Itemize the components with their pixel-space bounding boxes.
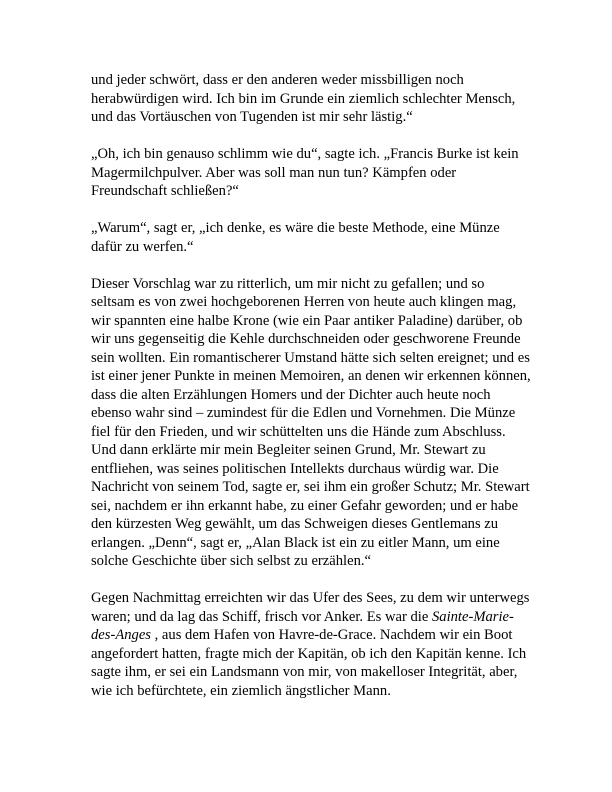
paragraph-3: „Warum“, sagt er, „ich denke, es wäre die beste Methode, eine Münze dafür zu werfen.“ (91, 220, 500, 255)
paragraph-5 (91, 589, 531, 700)
paragraph-5-text-after: , aus dem Hafen von Havre-de-Grace. Nachdem wir ein Boot angefordert hatten, fragte mich der Kapitän, ob ich den Kapitän kenne. Ich sagte ihm, er sei ein Landsmann von mir, von makelloser Integrität, aber, wie ich befürchtete, ein ziemlich ängstlicher Mann. (91, 627, 527, 699)
paragraph-5-text-before: Gegen Nachmittag erreichten wir das Ufer des Sees, zu dem wir unterwegs waren; und da lag das Schiff, frisch vor Anker. Es war die (91, 590, 530, 625)
paragraph-1: und jeder schwört, dass er den anderen weder missbilligen noch herabwürdigen wird. Ich bin im Grunde ein ziemlich schlechter Mensch, und das Vortäuschen von Tugenden ist mir sehr lästig.“ (91, 72, 516, 125)
paragraph-4: Dieser Vorschlag war zu ritterlich, um mir nicht zu gefallen; und so seltsam es von zwei hochgeborenen Herren von heute auch klingen mag, wir spannten eine halbe Krone (wie ein Paar antiker Paladine) darüber, ob wir uns gegenseitig die Kehle durchschneiden oder geschworene Freunde sein wollten. Ein romantischerer Umstand hätte sich selten ereignet; und es ist einer jener Punkte in meinen Memoiren, an denen wir erkennen können, dass die alten Erzählungen Homers und der Dichter auch heute noch ebenso wahr sind – zumindest für die Edlen und Vornehmen. Die Münze fiel für den Frieden, und wir schüttelten uns die Hände zum Abschluss. Und dann erklärte mir mein Begleiter seinen Grund, Mr. Stewart zu entfliehen, was seines politischen Intellekts durchaus würdig war. Die Nachricht von seinem Tod, sagte er, sei ihm ein großer Schutz; Mr. Stewart sei, nachdem er ihn erkannt habe, zu einer Gefahr geworden; und er habe den kürzesten Weg gewählt, um das Schweigen dieses Gentlemans zu erlangen. „Denn“, sagt er, „Alan Black ist ein zu eitler Mann, um eine solche Geschichte über sich selbst zu erzählen.“ (91, 275, 531, 569)
document-page (91, 71, 531, 700)
paragraph-2: „Oh, ich bin genauso schlimm wie du“, sagte ich. „Francis Burke ist kein Magermilchpulver. Aber was soll man nun tun? Kämpfen oder Freundschaft schließen?“ (91, 146, 519, 199)
ship-name: Sainte-Marie-des-Anges (91, 608, 514, 643)
